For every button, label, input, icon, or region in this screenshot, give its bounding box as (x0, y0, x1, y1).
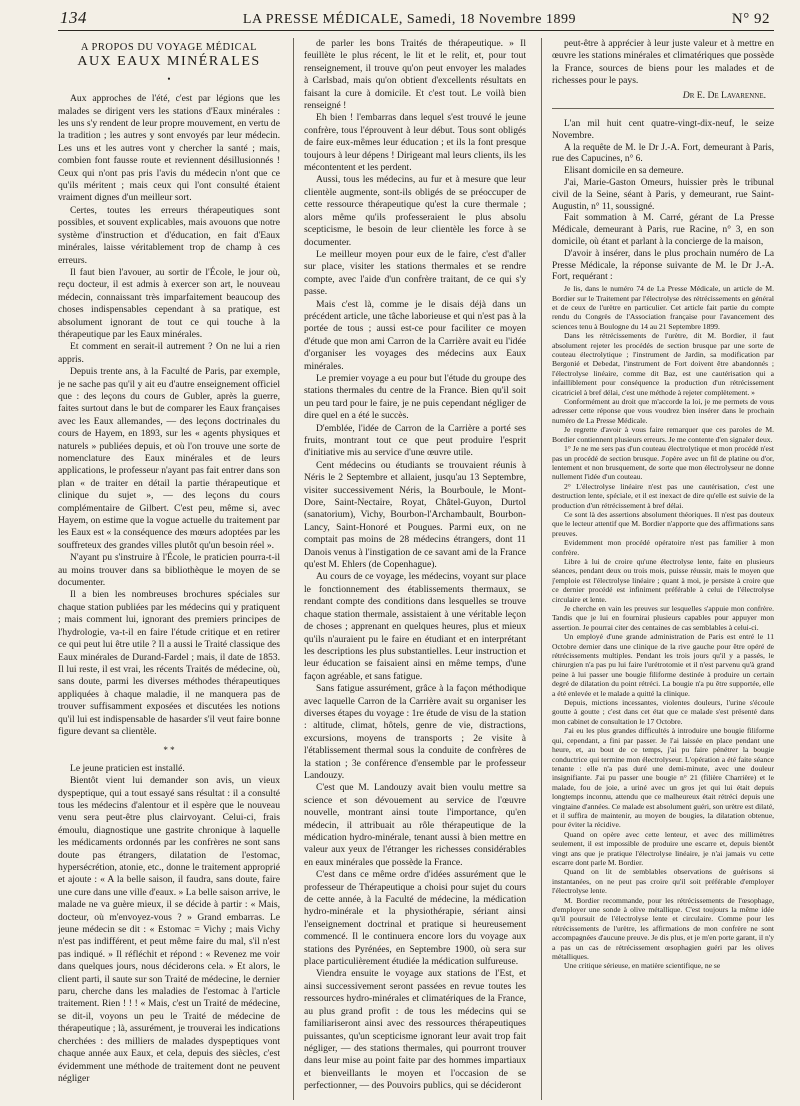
paragraph: Quand on opère avec cette lenteur, et avec des millimètres seulement, il est impossible de produire une escarre et, depuis bientôt vingt ans que je pratique l'électrolyse linéaire, je n'ai jamais vu cette escarre dont parle M. Bordier. (552, 829, 774, 867)
paragraph: peut-être à apprécier à leur juste valeur et à mettre en œuvre les stations minérales et climatériques que possède la France, sources de biens pour les malades et de richesses pour le pays. (552, 38, 774, 87)
paragraph: Je regrette d'avoir à vous faire remarquer que ces paroles de M. Bordier contiennent plusieurs erreurs. Je me contente d'en signaler deux. (552, 425, 774, 444)
paragraph: Elisant domicile en sa demeure. (564, 166, 684, 177)
paragraph: D'avoir à insérer, dans le plus prochain numéro de La Presse Médicale, la réponse suivante de M. le Dr J.-A. Fort, requérant : (552, 248, 774, 283)
paragraph: Mais c'est là, comme je le disais déjà dans un précédent article, une tâche laborieuse et qui n'est pas à la portée de tous ; aussi est-ce pour faciliter ce moyen d'étude que mon ami Carron de la Carrière avait eu l'idée d'organiser les voyages des médecins aux Eaux minérales. (304, 298, 526, 372)
paragraph: Sans fatigue assurément, grâce à la façon méthodique avec laquelle Carron de la Carrière avait su organiser les diverses étapes du voyage : 1re étude de visu de la station : altitude, climat, hôtels, genre de vie, distractions, excursions, moyens de transports ; 2e visite à l'établissement thermal sous la conduite de confrères de la station ; 3e conférence d'ensemble par le professeur Landouzy. (304, 683, 526, 781)
paragraph: 1° Je ne me sers pas d'un couteau électrolytique et mon procédé n'est pas un procédé de section brusque. J'opère avec un fil de platine ou d'or, lentement et non brusquement, de sorte que mon électrolyseur ne donne nullement l'idée d'un couteau. (552, 444, 774, 482)
paragraph: Le jeune praticien est installé. (70, 762, 185, 774)
paragraph: Je lis, dans le numéro 74 de La Presse Médicale, un article de M. Bordier sur le Traitement par l'électrolyse des rétrécissements en général et de ceux de l'urètre en particulier. Cet article fait partie du compte rendu du Congrès de l'Association française pour l'avancement des sciences tenu à Boulogne du 14 au 21 Septembre 1899. (552, 284, 774, 331)
paragraph: M. Bordier recommande, pour les rétrécissements de l'œsophage, d'employer une sonde à olive métallique. C'est toujours la même idée qu'il poursuit de l'électrolyse lente et circulaire. Comme pour les rétrécissements de l'urètre, les affirmations de mon confrère ne sont accompagnées d'aucune preuve. Je dis plus, et je m'en porte garant, il n'y a pas un cas de rétrécissement œsophagien guéri par les olives métalliques. (552, 895, 774, 962)
paragraph: Viendra ensuite le voyage aux stations de l'Est, et ainsi successivement seront passées en revue toutes les ressources hydro-minérales et climatériques de la France, au plus grand profit : de tous les médecins qui se familiariseront ainsi avec des ressources thérapeutiques puissantes, qu'un scepticisme ignorant leur avait trop fait négliger, — des stations thermales, qui pourront trouver dans leur mise au point faite par des hommes impartiaux et bienveillants le moyen et l'occasion de se perfectionner, — des Pouvoirs publics, qui se décideront (304, 968, 526, 1092)
page-number: 134 (60, 8, 87, 27)
paragraph: N'ayant pu s'instruire à l'École, le praticien pourra-t-il au moins trouver dans sa bibliothèque le moyen de se documenter. (58, 552, 280, 589)
paragraph: J'ai eu les plus grandes difficultés à introduire une bougie filiforme qui, cependant, a fini par passer. Je l'ai laissée en place pendant une heure, et, au bout de ce temps, j'ai pu faire pénétrer la bougie conductrice qui termine mon électrolyseur. L'opération a été faite séance tenante : elle n'a pas duré une demi-minute, avec une douleur insignifiante. J'ai pu passer une bougie n° 21 (filière Charrière) et le malade, fou de joie, a uriné avec un gros jet qui lui était depuis longtemps inconnu, attendu que ce malheureux était rétréci depuis une vingtaine d'années. Ce malade est absolument guéri, son urètre est dilaté, et il suffira de maintenir, au moyen de bougies, la dilatation obtenue, pour éviter la récidive. (552, 726, 774, 830)
legal-notice (552, 119, 774, 971)
paragraph: J'ai, Marie-Gaston Omeurs, huissier près le tribunal civil de la Seine, séant à Paris, y demeurant, rue Saint-Augustin, n° 11, soussigné. (552, 178, 774, 212)
header-rule (58, 30, 774, 31)
paragraph: Il a bien les nombreuses brochures spéciales sur chaque station publiées par les médecins qui y pratiquent ; mais comment lui, ignorant des premiers principes de l'hydrologie, va-t-il en faire l'étude critique et en retirer ce qui peut lui être utile ? Il a aussi le Traité classique des Eaux minérales de Durand-Fardel ; mais, il date de 1853. Il lui reste, il est vrai, les récents Traités de médecine, où, sans doute, parmi les diverses méthodes thérapeutiques appliquées à chaque maladie, il ne manquera pas de trouver suffisamment exposées et discutées les notions qu'il lui est indispensable de hasarder s'il veut faire bonne figure devant sa clientèle. (58, 589, 280, 737)
paragraph: Et comment en serait-il autrement ? On ne lui a rien appris. (58, 341, 280, 365)
page-header (60, 8, 770, 30)
paragraph: Je cherche en vain les preuves sur lesquelles s'appuie mon confrère. Tandis que je lui en fournirai plusieurs capables pour appuyer mon assertion. Je pourrai citer des centaines de cas semblables à celui-ci. (552, 604, 774, 632)
paragraph: Dans les rétrécissements de l'urètre, dit M. Bordier, il faut absolument rejeter les procédés de section brusque par une sorte de couteau électrolytique ; l'instrument de Jardin, sa modification par Bergonié et Debedat, l'instrument de Fort doivent être abandonnés ; l'électrolyse linéaire, comme dit Baz, est une cautérisation qui a infailliblement pour conséquence la production d'un rétrécissement cicatriciel à bref délai, c'est une méthode à rejeter complètement. » (552, 331, 774, 397)
paragraph: Aussi, tous les médecins, au fur et à mesure que leur clientèle augmente, sont-ils obligés de se préoccuper de cette ressource thérapeutique qu'est la cure thermale ; alors même qu'ils professeraient le plus absolu scepticisme, le besoin de leur clientèle les force à se documenter. (304, 174, 526, 248)
signature-name: r E. De Lavarenne. (689, 89, 766, 101)
paragraph: C'est que M. Landouzy avait bien voulu mettre sa science et son dévouement au service de l'œuvre nouvelle, montrant ainsi toute l'importance, qu'en médecin, il attribuait au rôle thérapeutique de la médication hydro-minérale, tenant aussi à bien mettre en valeur aux yeux de l'étranger les richesses considérables en eaux minérales que possède la France. (304, 782, 526, 868)
column-2-body (304, 38, 526, 1093)
column-1 (58, 38, 280, 1100)
paragraph: Libre à lui de croire qu'une électrolyse lente, faite en plusieurs séances, pendant deux ou trois mois, puisse réussir, mais le moyen que j'emploie est l'électrolyse linéaire ; quant à moi, je persiste à croire que ce dernier procédé est infiniment préférable à celui de l'électrolyse circulaire et lente. (552, 556, 774, 604)
article-signature (552, 90, 766, 102)
paragraph: Fait sommation à M. Carré, gérant de La Presse Médicale, demeurant à Paris, rue Racine, n° 3, en son domicile, où étant et parlant à la concierge de la maison, (552, 213, 774, 247)
article-title: AUX EAUX MINÉRALES (77, 54, 261, 70)
paragraph: C'est dans ce même ordre d'idées assurément que le professeur de Thérapeutique a choisi pour sujet du cours de cette année, à la Faculté de médecine, la médication hydro-minérale et la physiothérapie, sériant ainsi l'enseignement doctrinal et pratique si heureusement commencé. Il le continuera encore lors du voyage aux stations des Pyrénées, en Septembre 1900, où sera sur place particulièrement étudiée la médication sulfureuse. (304, 869, 526, 968)
paragraph: de parler les bons Traités de thérapeutique. » Il feuillète le plus récent, le lit et le relit, et, pour tout renseignement, il trouve qu'on peut envoyer les malades à Carlsbad, mais qu'on obtient d'excellents résultats en faisant la cure à domicile. Et c'est tout. Le voilà bien renseigné ! (304, 38, 526, 112)
article-kicker: A PROPOS DU VOYAGE MÉDICAL (80, 42, 258, 53)
paragraph: Une critique sérieuse, en matière scientifique, ne se (564, 961, 721, 971)
journal-title: LA PRESSE MÉDICALE, Samedi, 18 Novembre 1899 (242, 12, 576, 27)
paragraph: Ce sont là des assertions absolument théoriques. Il n'est pas douteux que le lecteur attentif que M. Bordier n'apporte que des affirmations sans preuves. (552, 509, 774, 538)
paragraph: Le premier voyage a eu pour but l'étude du groupe des stations thermales du centre de la France. Bien qu'il soit un peu tard pour le faire, je ne puis cependant négliger de dire quel en a été le succès. (304, 372, 526, 422)
column-3-body (552, 38, 774, 88)
section-rule (552, 108, 774, 109)
column-2 (304, 38, 526, 1100)
paragraph: 2° L'électrolyse linéaire n'est pas une cautérisation, c'est une destruction lente, spéciale, et il est inexact de dire qu'elle est suivie de la production d'un rétrécissement à bref délai. (552, 481, 774, 510)
section-stars: * * (163, 745, 175, 756)
paragraph: A la requête de M. le Dr J.-A. Fort, demeurant à Paris, rue des Capucines, n° 6. (552, 142, 774, 165)
column-divider (541, 38, 542, 1100)
paragraph: Bientôt vient lui demander son avis, un vieux dyspeptique, qui a tout essayé sans résultat : il a consulté tous les médecins d'alentour et il espère que le nouveau venu sera peut-être plus clairvoyant. Celui-ci, frais émoulu, diagnostique une gastrite chronique à laquelle les médicaments ordonnés par les confrères ne sont sans doute pas étrangers, dilatation de l'estomac, hypersécrétion, atonie, etc., donne le traitement approprié et ajoute : « A la belle saison, il faudra, sans doute, faire une cure dans une ville d'eaux. » La belle saison arrive, le malade ne va guère mieux, il se décide à partir : « Mais, docteur, où m'envoyez-vous ? » Grand embarras. Le jeune médecin se dit : « Estomac = Vichy ; mais Vichy n'est pas indifférent, et peut même faire du mal, s'il n'est pas indiqué. » Il réfléchit et répond : « Revenez me voir dans quelques jours, nous déciderons cela. » Et alors, le client parti, il saute sur son Traité de médecine, le dernier paru, cherche dans les maladies de l'estomac à l'article traitement. Rien ! ! ! « Mais, c'est un Traité de médecine, se dit-il, voyons un peu le Traité de médecine de thérapeutique ; là, assurément, je trouverai les indications cherchées : des milliers de malades dyspeptiques vont chaque année aux Eaux, et cela, depuis des siècles, c'est évidemment une méthode de traitement dont ne peuvent négliger (58, 775, 280, 1084)
title-ornament: • (167, 73, 171, 84)
paragraph: Aux approches de l'été, c'est par légions que les malades se dirigent vers les stations d'Eaux minérales : les uns s'y rendent de leur propre mouvement, en vertu de la tradition ; les autres y sont envoyés par leur médecin. Les uns et les autres vont y chercher la santé ; mais, combien font fausse route et reviennent désillusionnés ! Ceux qui n'ont pas pris l'avis du médecin n'ont que ce qu'ils méritent ; mais ceux qui l'ont consulté étaient vraiment dignes d'un meilleur sort. (58, 93, 280, 204)
paragraph: Depuis trente ans, à la Faculté de Paris, par exemple, je ne sache pas qu'il y ait eu d'autre enseignement officiel que : des leçons du cours de Gubler, après la guerre, faites surtout dans le but de comparer les Eaux françaises avec les Eaux allemandes, — des leçons doctrinales du cours de Hayem, en 1893, sur les « agents physiques et naturels » publiées depuis, et où l'on trouve une sorte de nomenclature des Eaux minérales et de leurs applications, le professeur n'ayant pas fait entrer dans son plan « de traiter en détail la partie thérapeutique et clinique du sujet », — des leçons du cours complémentaire de Gilbert. C'est peu, même si, avec Hayem, on estime que la vogue actuelle du traitement par les Eaux est « la conséquence des mœurs adoptées par les souffreteux des grandes villes plutôt qu'un besoin réel ». (58, 366, 280, 551)
paragraph: Le meilleur moyen pour eux de le faire, c'est d'aller sur place, visiter les stations thermales et se rendre compte, avec l'aide d'un confrère traitant, de ce qui s'y passe. (304, 248, 526, 298)
paragraph: Quand on lit de semblables observations de guérisons si instantanées, on ne peut pas croire qu'il soit préférable d'employer l'électrolyse lente. (552, 867, 774, 896)
paragraph: Au cours de ce voyage, les médecins, voyant sur place le fonctionnement des établissements thermaux, se rendant compte des conditions dans lesquelles se trouve chaque station thermale, assistaient à une véritable leçon de choses ; apprenant en quelques heures, plus et mieux qu'ils n'auraient pu le faire en étudiant et en interprétant les descriptions les plus substantielles. Leur instruction et leur éducation se faisaient ainsi en même temps, d'une façon agréable, et sans fatigue. (304, 571, 526, 682)
paragraph: D'emblée, l'idée de Carron de la Carrière a porté ses fruits, montrant tout ce que peut produire l'esprit d'initiative mis au service d'une œuvre utile. (304, 422, 526, 459)
paragraph: L'an mil huit cent quatre-vingt-dix-neuf, le seize Novembre. (552, 119, 774, 141)
legal-notice-body (552, 119, 774, 284)
signature-prefix: D (682, 89, 690, 101)
paragraph: Cent médecins ou étudiants se trouvaient réunis à Néris le 2 Septembre et allaient, jusqu'au 13 Septembre, visiter successivement Néris, la Bourboule, le Mont-Dore, Saint-Nectaire, Royat, Châtel-Guyon, Durtol (sanatorium), Vichy, Bourbon-l'Archambault, Bourbon-Lancy, Saint-Honoré et Pougues. Parmi eux, on ne comptait pas moins de 28 médecins étrangers, dont 11 Danois venus à l'instigation de ce savant ami de la France qu'est M. Ehlers (de Copenhague). (304, 459, 526, 571)
paragraph: Conformément au droit que m'accorde la loi, je me permets de vous adresser cette réponse que vous voudrez bien insérer dans le prochain numéro de La Presse Médicale. (552, 397, 774, 425)
column-3 (552, 38, 774, 1100)
paragraph: Certes, toutes les erreurs thérapeutiques sont possibles, et souvent explicables, mais avouons que notre système d'instruction et d'éducation, en fait d'Eaux minérales, laisse véritablement trop de champ à ces erreurs. (58, 204, 280, 266)
column-divider (293, 38, 294, 1100)
legal-response-body (552, 284, 774, 971)
paragraph: Il faut bien l'avouer, au sortir de l'École, le jour où, reçu docteur, il est admis à exercer son art, le nouveau médecin, connaissant très imparfaitement beaucoup des choses indispensables cependant à sa pratique, est absolument ignorant de tout ce qui touche à la thérapeutique par les Eaux minérales. (58, 266, 280, 340)
issue-number: N° 92 (731, 11, 770, 27)
paragraph: Un employé d'une grande administration de Paris est entré le 11 Octobre dernier dans une clinique de la rive gauche pour être opéré de rétrécissements multiples. Pendant les trois jours qu'il y a passés, le chirurgien n'a pas pu lui faire l'urétrotomie et il n'est parvenu qu'à grand peine à lui passer une bougie filiforme destinée à produire un certain degré de dilatation du point rétréci. La bougie n'a pu être supportée, elle a été enlevée et le malade a quitté la clinique. (552, 632, 774, 698)
paragraph: Eh bien ! l'embarras dans lequel s'est trouvé le jeune confrère, tous l'éprouvent à leur début. Tous sont obligés de faire eux-mêmes leur éducation ; et ils la font presque toujours à leur dépens ! Dirigeant mal leurs clients, ils les mécontentent et les perdent. (304, 112, 526, 174)
column-1-body (58, 93, 280, 1085)
paragraph: Evidemment mon procédé opératoire n'est pas familier à mon confrère. (552, 538, 774, 557)
paragraph: Depuis, mictions incessantes, violentes douleurs, l'urine s'écoule goutte à goutte ; c'est dans cet état que ce malade s'est présenté dans mon cabinet de consultation le 17 Octobre. (552, 698, 774, 726)
